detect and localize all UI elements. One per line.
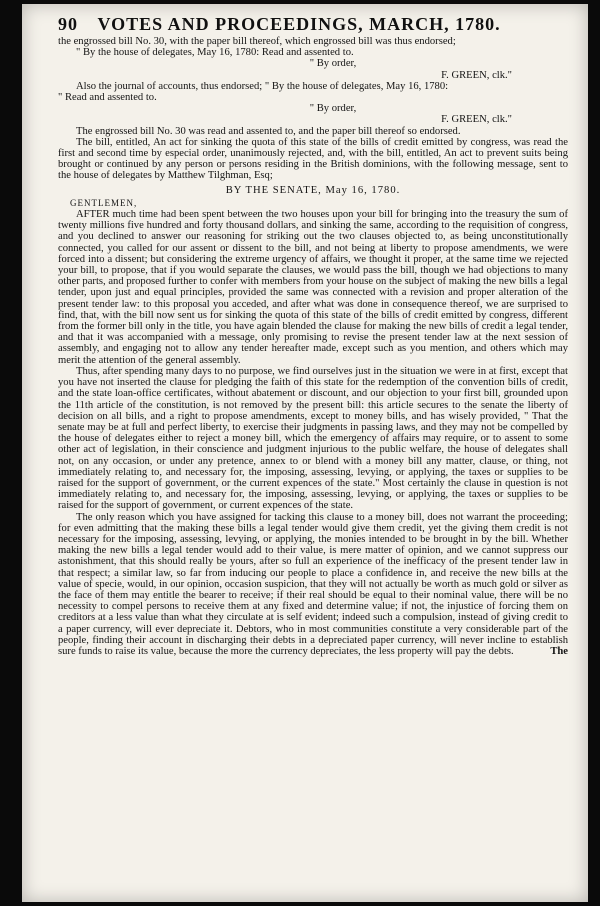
page-header <box>58 14 568 35</box>
paragraph: Thus, after spending many days to no purpose, we find ourselves just in the situation we were in at first, except that you have not inserted the clause for pledging the faith of this state for the redemption of the convention bills of credit, and the state loan-office certificates, without abatement or discount, and our objection to your first bill, grounded upon the 11th article of the constitution, is not removed by the present bill: this article secures to the senate the liberty of decision on all bills, and a right to propose amendments, except to money bills, and has wisely provided, " That the senate may be at full and perfect liberty, to exercise their judgments in passing laws, and they may not be compelled by the house of delegates either to reject a money bill, which the emergency of affairs may require, or to assent to some other act of legislation, in their conscience and judgment injurious to the public welfare, the house of delegates shall not, on any occasion, or under any pretence, annex to or blend with a money bill any matter, clause, or thing, not immediately relating to, and necessary for, the imposing, assessing, levying, or applying, the taxes or supplies to be raised for the support of government, or the current expences of the state." Most certainly the clause in question is not immediately relating to, and necessary for, the imposing, assessing, levying, or applying, the taxes or supplies to be raised for the support of government, or current expences of the state. <box>58 365 568 512</box>
page-number: 90 <box>58 14 78 34</box>
running-head: VOTES AND PROCEEDINGS, MARCH, 1780. <box>97 14 501 34</box>
signature-line: F. GREEN, clk." <box>441 114 512 126</box>
catchword: The <box>550 646 568 658</box>
text-line: " By the house of delegates, May 16, 1780: Read and assented to. <box>76 47 354 59</box>
text-line: the engrossed bill No. 30, with the paper bill thereof, which engrossed bill was thus endorsed; <box>58 36 456 47</box>
text-line: " Read and assented to. <box>58 92 157 104</box>
paragraph: AFTER much time had been spent between the two houses upon your bill for bringing into the treasury the sum of twenty millions five hundred and forty thousand dollars, and sinking the same, according to the requisition of congress, and you declined to answer our reasoning for striking out the two clauses objected to, as being unconstitutionally connected, you called for our assent or dissent to the bill, and not being at liberty to propose amendments, we were forced into a dissent; but considering the extreme urgency of affairs, we thought it proper, at the same time we rejected your bill, to propose, that if you would separate the clauses, we would pass the bill, though we had objections to many other parts, and proposed further to confer with members from your house on the subject of making the new bills a legal tender, upon just and equal principles, provided the same was connected with a revision and proper alteration of the present tender law: to this proposal you acceded, and after what was done in consequence thereof, we are surprised to find, that, with the bill now sent us for sinking the quota of this state of the bills of credit emitted by congress, different from the former bill only in the title, you have again blended the clause for making the new bills of credit a legal tender, and that it was accompanied with a message, only promising to revise the present tender law at the next session of assembly, and engaging not to allow any tender hereafter made, except such as you mention, and others which may merit the attention of the general assembly. <box>58 209 568 366</box>
signature-line: F. GREEN, clk." <box>441 69 512 81</box>
page-body <box>58 36 568 657</box>
paragraph: The bill, entitled, An act for sinking the quota of this state of the bills of credit emitted by congress, was read the first and second time by especial order, unanimously rejected, and, with the bill, entitled, An act to prevent suits being brought or continued by any person or persons residing in the British dominions, with the following message, sent to the house of delegates by Matthew Tilghman, Esq; <box>58 136 568 182</box>
text-line: " By order, <box>309 103 357 115</box>
paragraph: The engrossed bill No. 30 was read and assented to, and the paper bill thereof so endorsed. <box>76 125 461 137</box>
salutation: GENTLEMEN, <box>70 197 138 208</box>
text-line: " By order, <box>309 58 357 70</box>
paragraph: The only reason which you have assigned for tacking this clause to a money bill, does not warrant the proceeding; for even admitting that the making these bills a legal tender would give them credit, yet the giving them credit is not necessary for the imposing, assessing, levying, or applying, the monies intended to be brought in by the bill. Whether making the new bills a legal tender would add to their value, is mere matter of opinion, and we cannot suppress our astonishment, that this should really be yours, after so full an experience of the inefficacy of the present tender law in that respect; a similar law, so far from inducing our people to place a confidence in, and receive the new bills at the value of specie, would, in our opinion, occasion suspicion, that they will not actually be worth as much gold or silver as the face of them may entitle the bearer to receive; if their real should be equal to their nominal value, there will be no necessity to compel persons to receive them at any fixed and determine value; if not, the injustice of forcing them on creditors at a less value than what they circulate at is self evident; indeed such a compulsion, instead of giving credit to a paper currency, will ever depreciate it. Debtors, who in most communities constitute a very considerable part of the people, finding their account in discharging their debts in a depreciated paper currency, will never incline to establish sure funds to raise its value, because the more the currency depreciates, the less property will pay the debts. <box>58 511 568 657</box>
section-heading: BY THE SENATE, May 16, 1780. <box>225 184 401 196</box>
document-page <box>22 4 588 902</box>
text-line: Also the journal of accounts, thus endorsed; " By the house of delegates, May 16, 1780: <box>76 80 449 92</box>
